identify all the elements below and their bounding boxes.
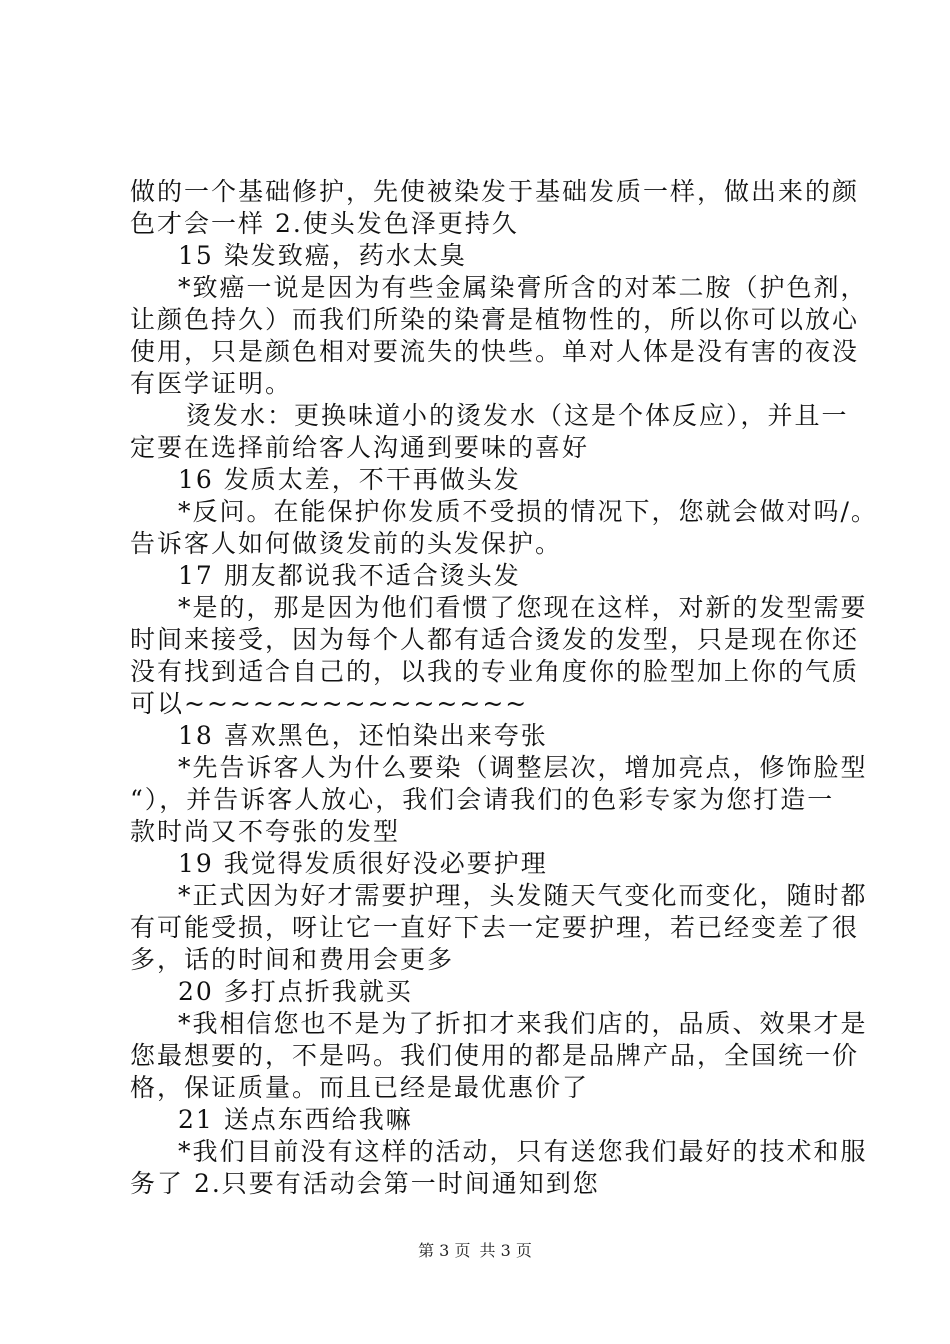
section-heading: 18 喜欢黑色，还怕染出来夸张 [178, 721, 548, 750]
body-line: *我相信您也不是为了折扣才来我们店的，品质、效果才是 [178, 1009, 868, 1038]
section-heading: 17 朋友都说我不适合烫头发 [178, 561, 521, 590]
page-number-current: 第 3 页 [418, 1241, 471, 1260]
body-line: 有可能受损，呀让它一直好下去一定要护理，若已经变差了很 [130, 913, 860, 942]
section-heading: 15 染发致癌，药水太臭 [178, 241, 467, 270]
body-line: 格，保证质量。而且已经是最优惠价了 [130, 1073, 590, 1102]
body-line: 您最想要的，不是吗。我们使用的都是品牌产品，全国统一价 [130, 1041, 860, 1070]
page-number-total: 共 3 页 [479, 1241, 532, 1260]
body-line: *我们目前没有这样的活动，只有送您我们最好的技术和服 [178, 1137, 868, 1166]
body-line: 多，话的时间和费用会更多 [130, 945, 455, 974]
body-line: 务了 2.只要有活动会第一时间通知到您 [130, 1169, 600, 1198]
section-heading: 20 多打点折我就买 [178, 977, 413, 1006]
body-line: 款时尚又不夸张的发型 [130, 817, 401, 846]
body-line: 烫发水：更换味道小的烫发水（这是个体反应），并且一 [186, 401, 849, 430]
body-line: 时间来接受，因为每个人都有适合烫发的发型，只是现在你还 [130, 625, 860, 654]
body-line: 告诉客人如何做烫发前的头发保护。 [130, 529, 563, 558]
body-line: 做的一个基础修护，先使被染发于基础发质一样，做出来的颜 [130, 177, 860, 206]
body-line: 色才会一样 2.使头发色泽更持久 [130, 209, 519, 238]
section-heading: 21 送点东西给我嘛 [178, 1105, 413, 1134]
body-line: *正式因为好才需要护理，头发随天气变化而变化，随时都 [178, 881, 868, 910]
body-line: 有医学证明。 [130, 369, 293, 398]
section-heading: 19 我觉得发质很好没必要护理 [178, 849, 548, 878]
body-line: *反问。在能保护你发质不受损的情况下，您就会做对吗/。 [178, 497, 878, 526]
body-line: 让颜色持久）而我们所染的染膏是植物性的，所以你可以放心 [130, 305, 860, 334]
page-footer [0, 1240, 950, 1262]
body-line: 可以~~~~~~~~~~~~~~~ [130, 689, 529, 718]
body-line: *致癌一说是因为有些金属染膏所含的对苯二胺（护色剂， [178, 273, 868, 302]
body-line: *先告诉客人为什么要染（调整层次，增加亮点，修饰脸型 [178, 753, 868, 782]
section-heading: 16 发质太差，不干再做头发 [178, 465, 521, 494]
body-line: 使用，只是颜色相对要流失的快些。单对人体是没有害的夜没 [130, 337, 860, 366]
body-line: 定要在选择前给客人沟通到要味的喜好 [130, 433, 590, 462]
body-line: 没有找到适合自己的，以我的专业角度你的脸型加上你的气质 [130, 657, 860, 686]
body-line: *是的，那是因为他们看惯了您现在这样，对新的发型需要 [178, 593, 868, 622]
body-line: “），并告诉客人放心，我们会请我们的色彩专家为您打造一 [130, 785, 835, 814]
